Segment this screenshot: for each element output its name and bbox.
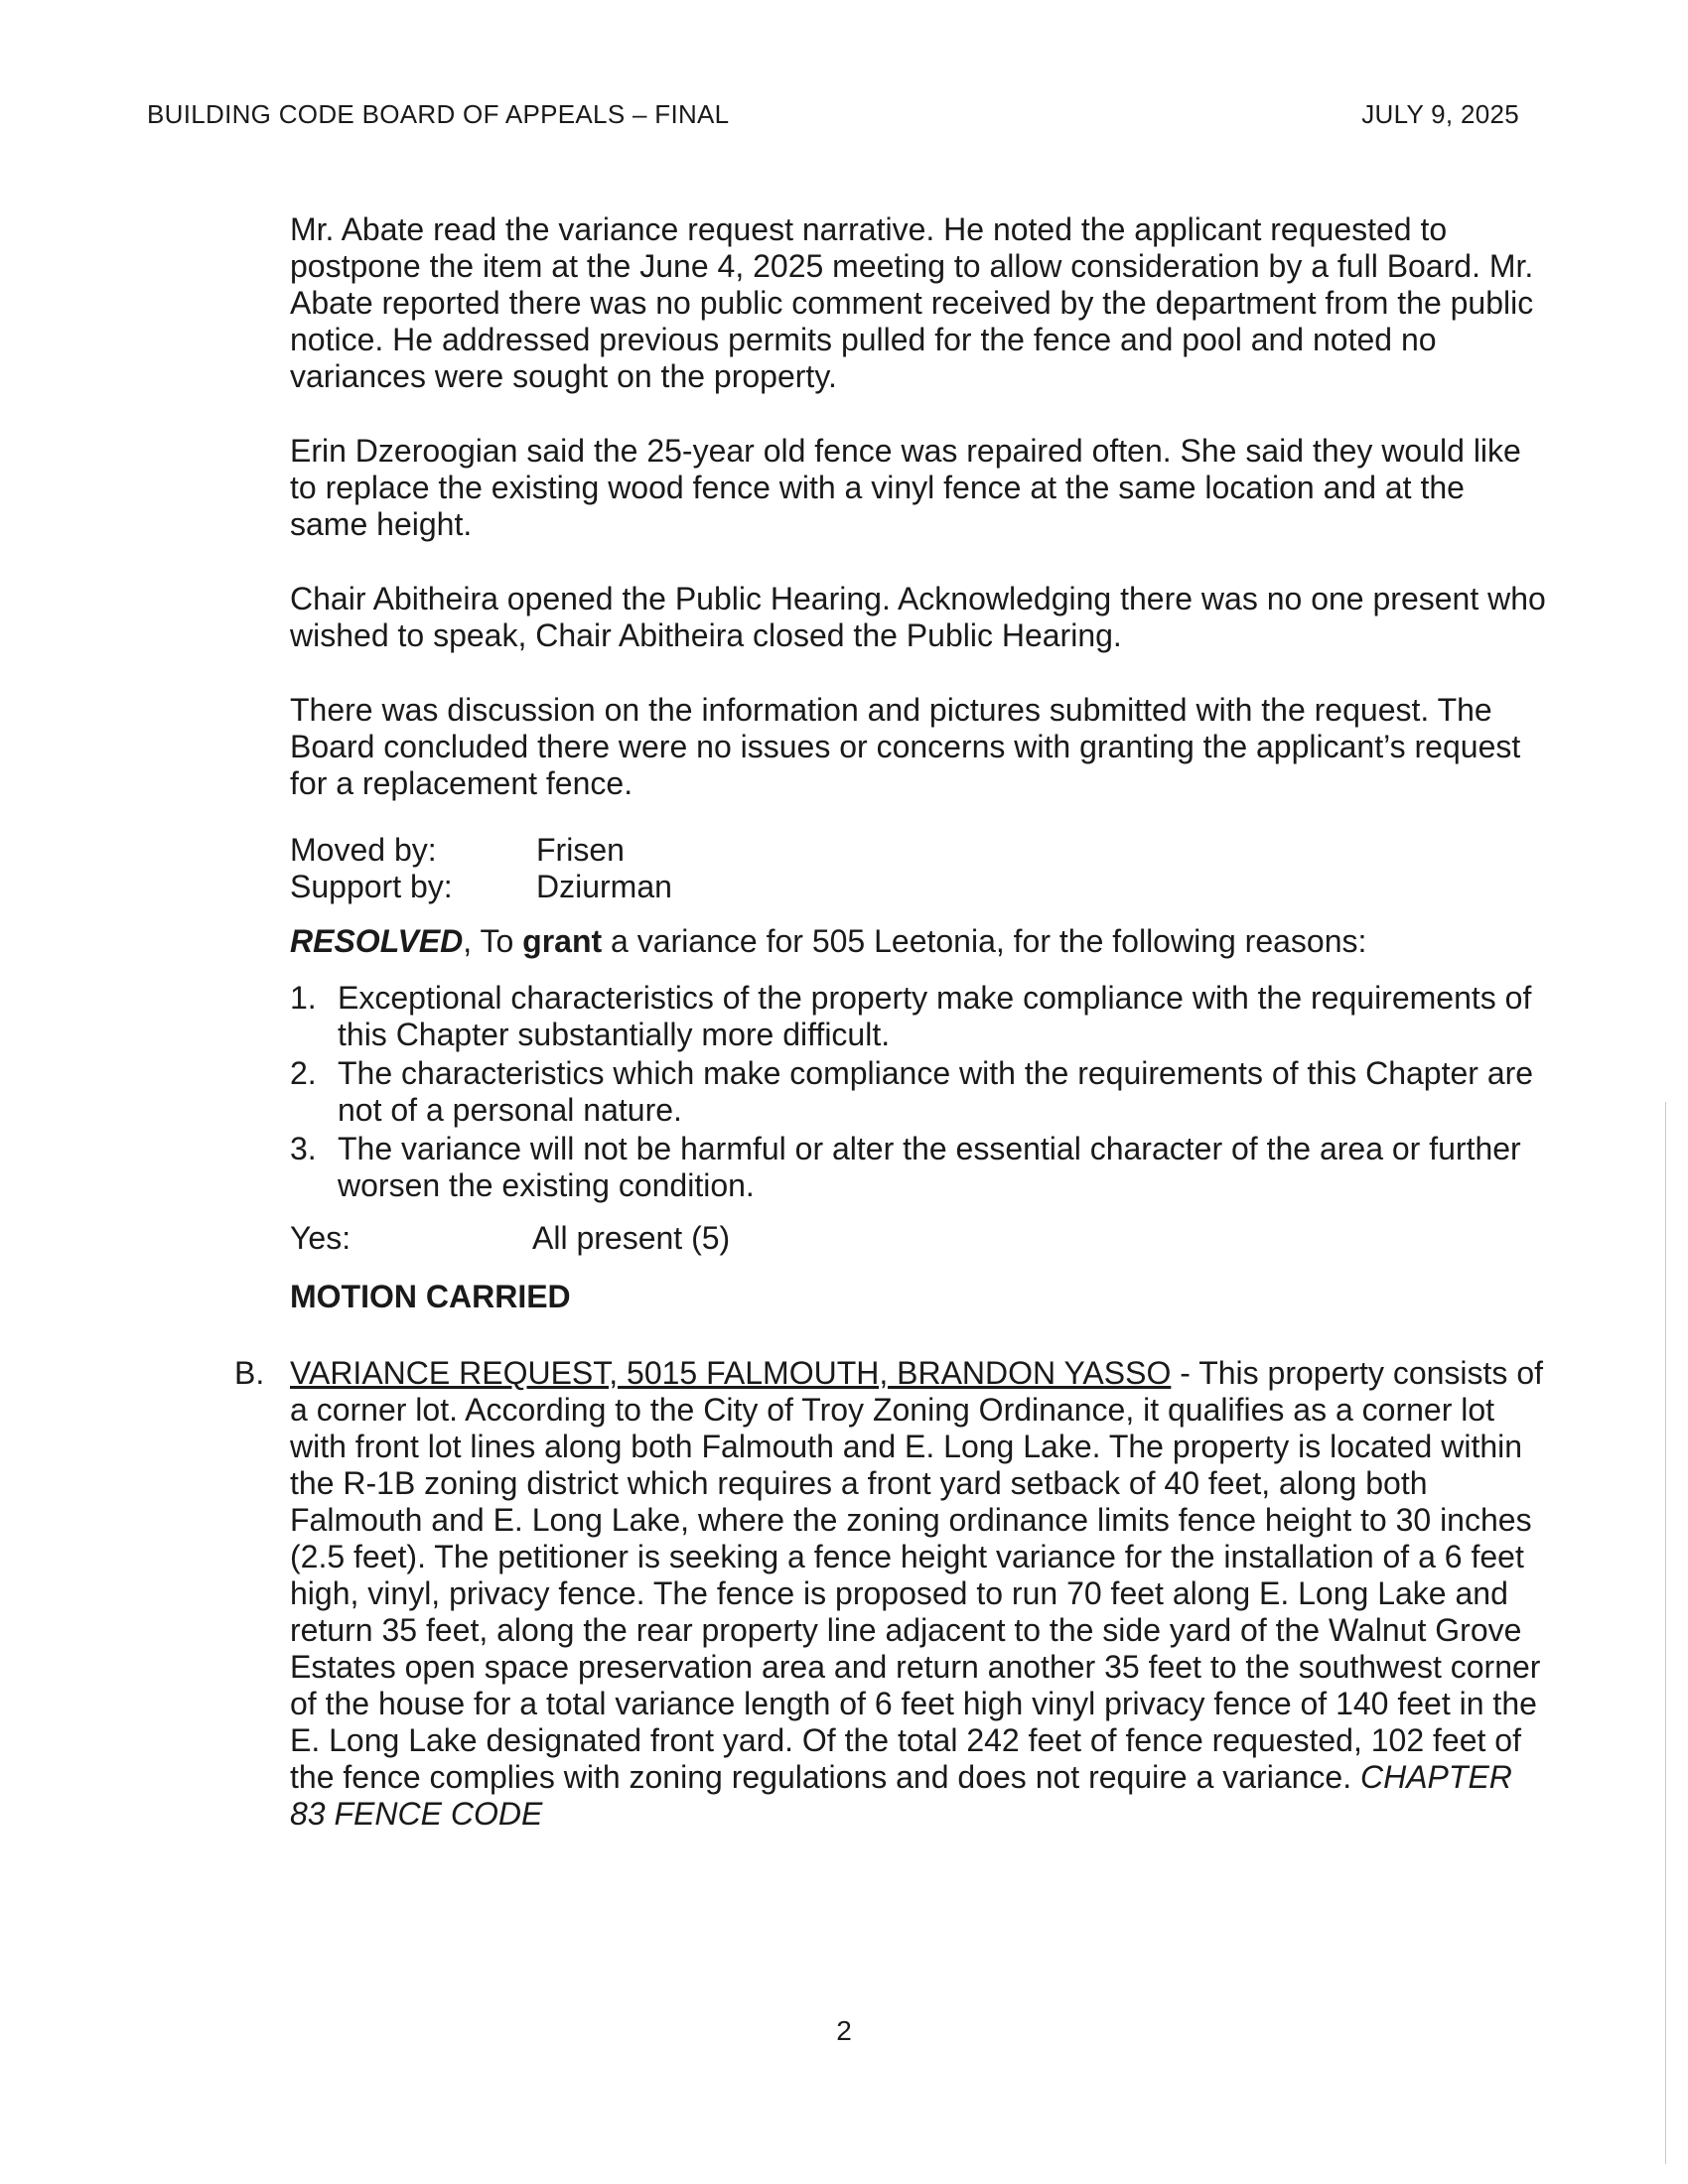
scan-edge-line — [1665, 1102, 1666, 2164]
paragraph-discussion: There was discussion on the information and pictures submitted with the request. The Board concluded there were no issues or concerns with granting the applicant’s request for a replacement fence. — [290, 692, 1521, 801]
moved-by-label: Moved by: — [290, 832, 437, 868]
reason-text: Exceptional characteristics of the property make compliance with the requirements of this Chapter substantially more difficult. — [338, 980, 1532, 1052]
reason-text: The characteristics which make compliance with the requirements of this Chapter are not of a personal nature. — [338, 1055, 1534, 1128]
moved-by-value: Frisen — [536, 832, 625, 868]
support-by-row — [290, 869, 1551, 905]
item-b-text — [290, 1355, 1551, 1833]
support-by-value: Dziurman — [536, 869, 672, 904]
reason-text: The variance will not be harmful or alter the essential character of the area or further worsen the existing condition. — [338, 1131, 1521, 1203]
resolution — [290, 923, 1551, 960]
item-letter: B. — [234, 1355, 265, 1391]
resolved-sep: , To — [463, 923, 523, 959]
reasons-list — [290, 980, 1551, 1204]
minutes-body — [234, 211, 1551, 1833]
vote-row — [290, 1220, 1551, 1257]
item-b-description: - This property consists of a corner lot. According to the City of Troy Zoning Ordinance, it qualifies as a corner lot with front lot lines along both Falmouth and E. Long Lake. The property is located within the R-1B zoning district which requires a front yard setback of 40 feet, along both Falmouth and E. Long Lake, where the zoning ordinance limits fence height to 30 inches (2.5 feet). The petitioner is seeking a fence height variance for the installation of a 6 feet high, vinyl, privacy fence. The fence is proposed to run 70 feet along E. Long Lake and return 35 feet, along the rear property line adjacent to the side yard of the Walnut Grove Estates open space preservation area and return another 35 feet to the southwest corner of the house for a total variance length of 6 feet high vinyl privacy fence of 140 feet in the E. Long Lake designated front yard. Of the total 242 feet of fence requested, 102 feet of the fence complies with zoning regulations and does not require a variance. — [290, 1355, 1543, 1795]
paragraph-applicant: Erin Dzeroogian said the 25-year old fence was repaired often. She said they would like to replace the existing wood fence with a vinyl fence at the same location and at the same height. — [290, 433, 1521, 542]
header-title: BUILDING CODE BOARD OF APPEALS – FINAL — [147, 99, 730, 129]
item-b-title: VARIANCE REQUEST, 5015 FALMOUTH, BRANDON YASSO — [290, 1355, 1172, 1391]
support-by-label: Support by: — [290, 869, 453, 904]
page-number: 2 — [836, 2015, 852, 2046]
motion-carried: MOTION CARRIED — [290, 1279, 571, 1314]
reason-item — [290, 1055, 1551, 1129]
resolved-rest: a variance for 505 Leetonia, for the following reasons: — [602, 923, 1367, 959]
moved-by-row — [290, 832, 1551, 869]
resolved-grant: grant — [522, 923, 603, 959]
item-b-code: CHAPTER 83 FENCE CODE — [290, 1759, 1512, 1832]
vote-value: All present (5) — [532, 1220, 731, 1256]
reason-item — [290, 980, 1551, 1053]
reason-item — [290, 1131, 1551, 1204]
vote-label: Yes: — [290, 1220, 352, 1256]
resolved-word: RESOLVED — [290, 923, 464, 959]
reason-number: 3. — [290, 1131, 317, 1166]
reason-number: 1. — [290, 980, 317, 1016]
paragraph-narrative: Mr. Abate read the variance request narrative. He noted the applicant requested to postpone the item at the June 4, 2025 meeting to allow consideration by a full Board. Mr. Abate reported there was no public comment received by the department from the public notice. He addressed previous permits pulled for the fence and pool and noted no variances were sought on the property. — [290, 211, 1534, 394]
paragraph-public-hearing: Chair Abitheira opened the Public Hearing. Acknowledging there was no one present who wished to speak, Chair Abitheira closed the Public Hearing. — [290, 581, 1546, 653]
header-date: JULY 9, 2025 — [1361, 99, 1519, 129]
agenda-item-b — [234, 1355, 1551, 1833]
reason-number: 2. — [290, 1055, 317, 1091]
